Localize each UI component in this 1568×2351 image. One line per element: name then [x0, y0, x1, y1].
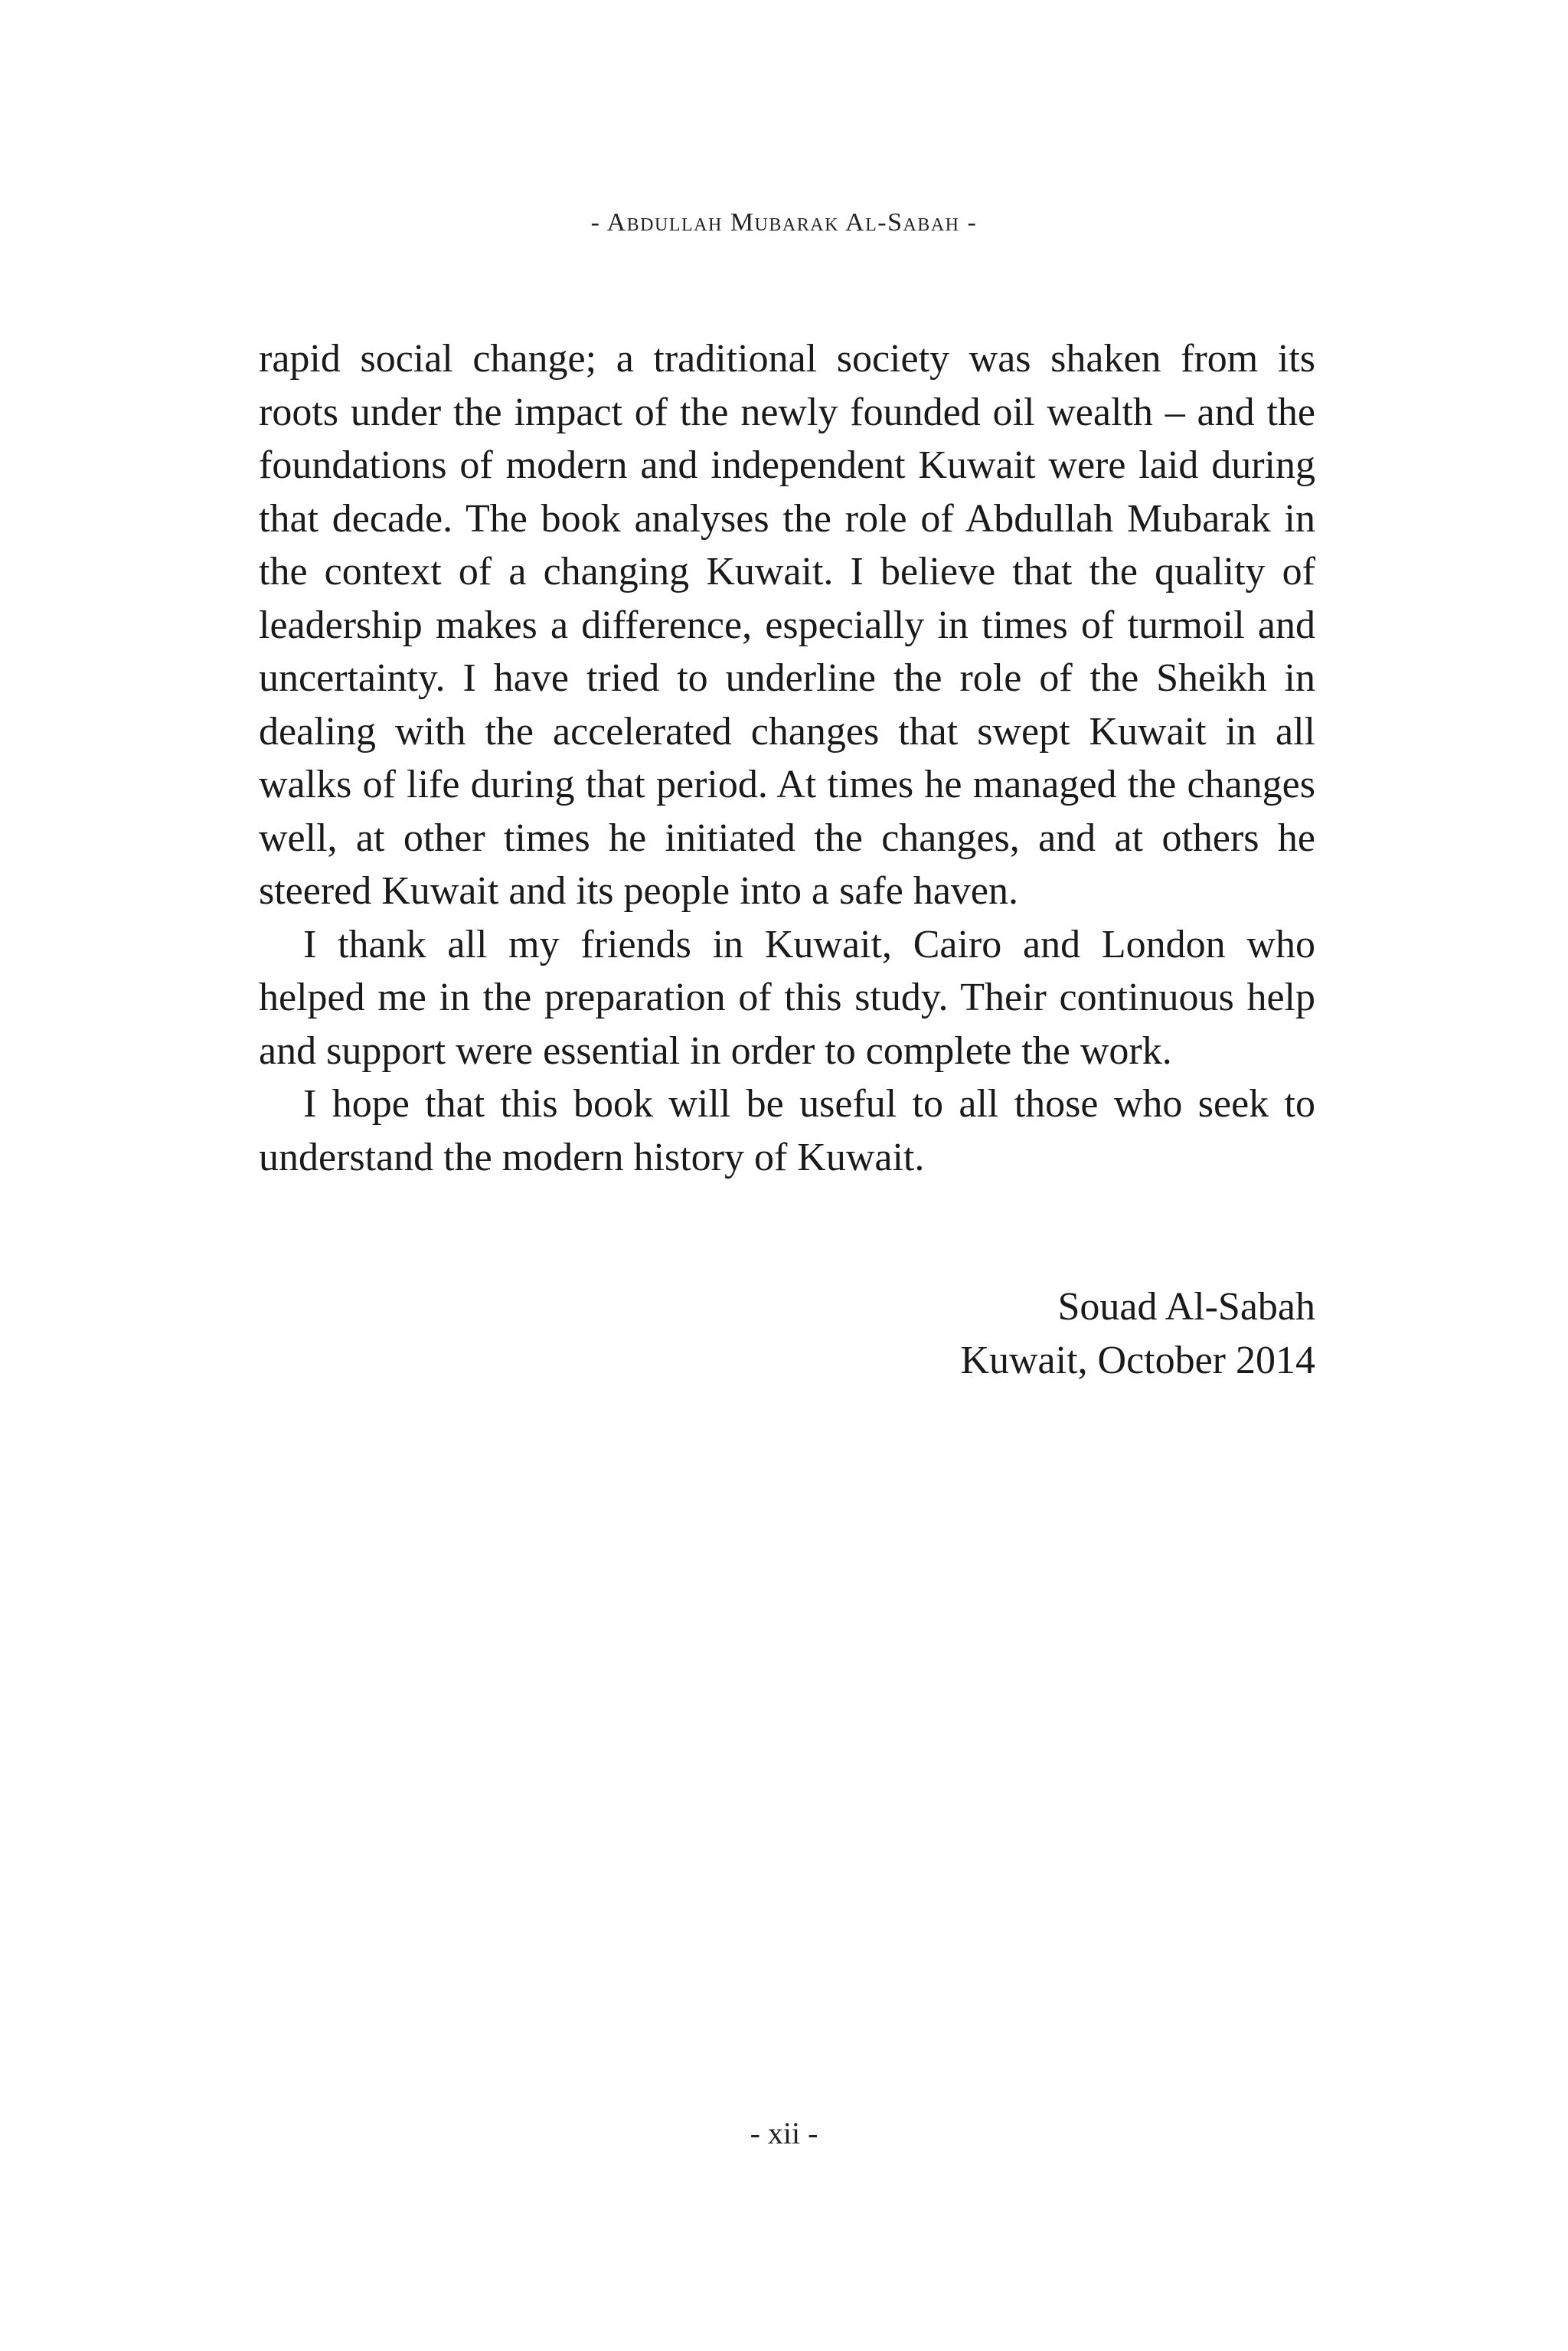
running-header: - Abdullah Mubarak Al-Sabah -	[590, 208, 978, 237]
page-number: - xii -	[750, 2116, 818, 2150]
body-text	[259, 332, 1315, 1184]
paragraph-continued: rapid social change; a traditional society was shaken from its roots under the impact of the newly founded oil wealth – and the foundations of modern and independent Kuwait were laid during that decade. The book analyses the role of Abdullah Mubarak in the context of a changing Kuwait. I believe that the quality of leadership makes a difference, especially in times of turmoil and uncertainty. I have tried to underline the role of the Sheikh in dealing with the accelerated changes that swept Kuwait in all walks of life during that period. At times he managed the changes well, at other times he initiated the changes, and at others he steered Kuwait and its people into a safe haven.	[259, 337, 1315, 913]
place-date: Kuwait, October 2014	[960, 1339, 1315, 1382]
signature-block	[960, 1280, 1315, 1388]
paragraph-closing: I hope that this book will be useful to all those who seek to understand the modern history of Kuwait.	[259, 1082, 1315, 1179]
paragraph-acknowledgements: I thank all my friends in Kuwait, Cairo and London who helped me in the preparation of this study. Their continuous help and support were essential in order to complete the work.	[259, 922, 1315, 1073]
author-name: Souad Al-Sabah	[1057, 1285, 1315, 1329]
